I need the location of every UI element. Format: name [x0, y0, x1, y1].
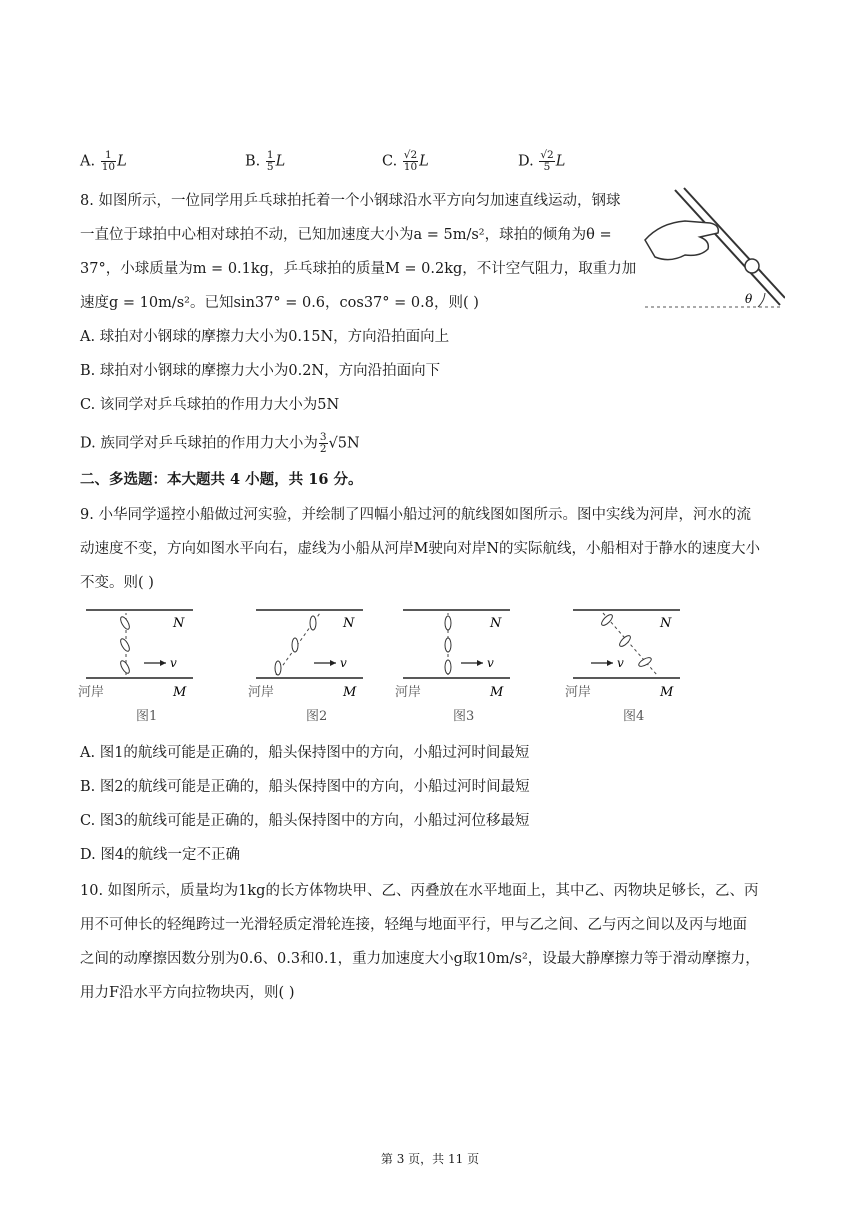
option-a-den: 10 — [101, 161, 116, 173]
boat-icon — [600, 613, 614, 627]
q8-opt-b: B. 球拍对小钢球的摩擦力大小为0.2N，方向沿拍面向下 — [80, 363, 441, 379]
bank-label: 河岸 — [565, 685, 592, 700]
q10-line1: 10. 如图所示，质量均为1kg的长方体物块甲、乙、丙叠放在水平地面上，其中乙、丙物块足够长，乙、丙 — [80, 883, 759, 899]
q9-line1: 9. 小华同学遥控小船做过河实验，并绘制了四幅小船过河的航线图如图所示。图中实线为河岸，河水的流 — [80, 507, 751, 523]
q8-line3: 37°，小球质量为m = 0.1kg，乒乓球拍的质量M = 0.2kg，不计空气阻力，取重力加 — [80, 261, 637, 277]
option-d-var: L — [555, 153, 566, 170]
boat-icon — [292, 638, 298, 652]
figure-caption: 图1 — [136, 709, 158, 724]
option-c-var: L — [419, 153, 429, 170]
option-d-num: √2 — [540, 149, 554, 161]
bank-label: 河岸 — [78, 685, 105, 700]
option-a-prefix: A. — [80, 153, 96, 170]
river-figure-4 — [565, 605, 705, 735]
option-d-prefix: D. — [518, 153, 534, 170]
n-label: N — [173, 616, 185, 631]
option-b-num: 1 — [266, 149, 274, 161]
q9-opt-a: A. 图1的航线可能是正确的，船头保持图中的方向，小船过河时间最短 — [80, 745, 530, 761]
boat-icon — [618, 634, 632, 648]
n-label: N — [490, 616, 502, 631]
boat-icon — [119, 615, 131, 630]
v-label: v — [617, 656, 624, 670]
boat-icon — [445, 660, 451, 674]
q8-line1: 8. 如图所示，一位同学用乒乓球拍托着一个小钢球沿水平方向匀加速直线运动，钢球 — [80, 193, 621, 209]
option-d-fraction — [539, 150, 554, 173]
river-figure-3 — [395, 605, 535, 735]
figure-caption: 图3 — [453, 709, 475, 724]
boat-icon — [445, 616, 451, 630]
figure-caption: 图2 — [306, 709, 328, 724]
q10-line2: 用不可伸长的轻绳跨过一光滑轻质定滑轮连接，轻绳与地面平行，甲与乙之间、乙与丙之间以及丙与地面 — [80, 917, 747, 933]
page-footer: 第 3 页，共 11 页 — [380, 1152, 480, 1166]
q8-opt-d-num: 3 — [319, 431, 327, 443]
q8-opt-d-post: √5N — [328, 435, 360, 452]
route-line — [603, 613, 657, 675]
option-b — [245, 150, 285, 173]
option-b-var: L — [275, 153, 286, 170]
q9-opt-c: C. 图3的航线可能是正确的，船头保持图中的方向，小船过河位移最短 — [80, 813, 530, 829]
bank-label: 河岸 — [248, 685, 275, 700]
v-label: v — [340, 656, 347, 670]
n-label: N — [660, 616, 672, 631]
section-2-heading: 二、多选题：本大题共 4 小题，共 16 分。 — [80, 471, 363, 488]
q9-opt-b: B. 图2的航线可能是正确的，船头保持图中的方向，小船过河时间最短 — [80, 779, 530, 795]
river-figure-1 — [78, 605, 218, 735]
bank-label: 河岸 — [395, 685, 422, 700]
q8-opt-d — [80, 432, 360, 455]
v-label: v — [170, 656, 177, 670]
option-c-den: 10 — [403, 161, 418, 173]
paddle-figure — [640, 185, 785, 315]
n-label: N — [343, 616, 355, 631]
m-label: M — [490, 685, 504, 700]
option-d — [518, 150, 565, 173]
angle-arc — [758, 293, 765, 307]
arrowhead-icon — [477, 660, 483, 666]
m-label: M — [343, 685, 357, 700]
q8-opt-d-fraction — [319, 432, 328, 455]
boat-icon — [119, 637, 131, 652]
option-c — [382, 150, 429, 173]
q10-line3: 之间的动摩擦因数分别为0.6、0.3和0.1，重力加速度大小g取10m/s²，设最大静摩擦力等于滑动摩擦力， — [80, 951, 760, 967]
option-a-var: L — [117, 153, 127, 170]
ball-icon — [745, 259, 759, 273]
option-a-fraction — [101, 150, 116, 173]
arrowhead-icon — [330, 660, 336, 666]
option-b-fraction — [266, 150, 275, 173]
arrowhead-icon — [160, 660, 166, 666]
option-a-num: 1 — [101, 150, 116, 162]
boat-icon — [275, 661, 281, 675]
q9-opt-d: D. 图4的航线一定不正确 — [80, 847, 241, 863]
boat-icon — [445, 638, 451, 652]
option-d-den: 5 — [543, 161, 551, 173]
figure-caption: 图4 — [623, 709, 645, 724]
q9-line2: 动速度不变，方向如图水平向右，虚线为小船从河岸M驶向对岸N的实际航线，小船相对于静水的速度大小 — [80, 541, 761, 557]
theta-label: θ — [745, 292, 753, 306]
river-figure-2 — [248, 605, 388, 735]
m-label: M — [660, 685, 674, 700]
option-b-prefix: B. — [245, 153, 261, 170]
option-c-num: √2 — [403, 149, 418, 161]
m-label: M — [173, 685, 187, 700]
hand-icon — [645, 221, 718, 260]
q8-opt-d-den: 2 — [319, 443, 327, 455]
arrowhead-icon — [607, 660, 613, 666]
q8-line4: 速度g = 10m/s²。已知sin37° = 0.6，cos37° = 0.8，则( ) — [80, 295, 479, 311]
q9-line3: 不变。则( ) — [80, 575, 154, 591]
q8-opt-d-text: D. 族同学对乒乓球拍的作用力大小为 — [80, 435, 318, 452]
v-label: v — [487, 656, 494, 670]
boat-icon — [119, 659, 131, 674]
option-c-fraction — [403, 150, 418, 173]
boat-icon — [310, 616, 316, 630]
q8-opt-a: A. 球拍对小钢球的摩擦力大小为0.15N，方向沿拍面向上 — [80, 329, 450, 345]
option-b-den: 5 — [266, 161, 274, 173]
q8-opt-c: C. 该同学对乒乓球拍的作用力大小为5N — [80, 397, 340, 413]
option-c-prefix: C. — [382, 153, 398, 170]
q10-line4: 用力F沿水平方向拉物块丙，则( ) — [80, 985, 295, 1001]
boat-icon — [637, 656, 652, 668]
option-a — [80, 150, 127, 173]
q8-line2: 一直位于球拍中心相对球拍不动，已知加速度大小为a = 5m/s²，球拍的倾角为θ = — [80, 227, 612, 243]
